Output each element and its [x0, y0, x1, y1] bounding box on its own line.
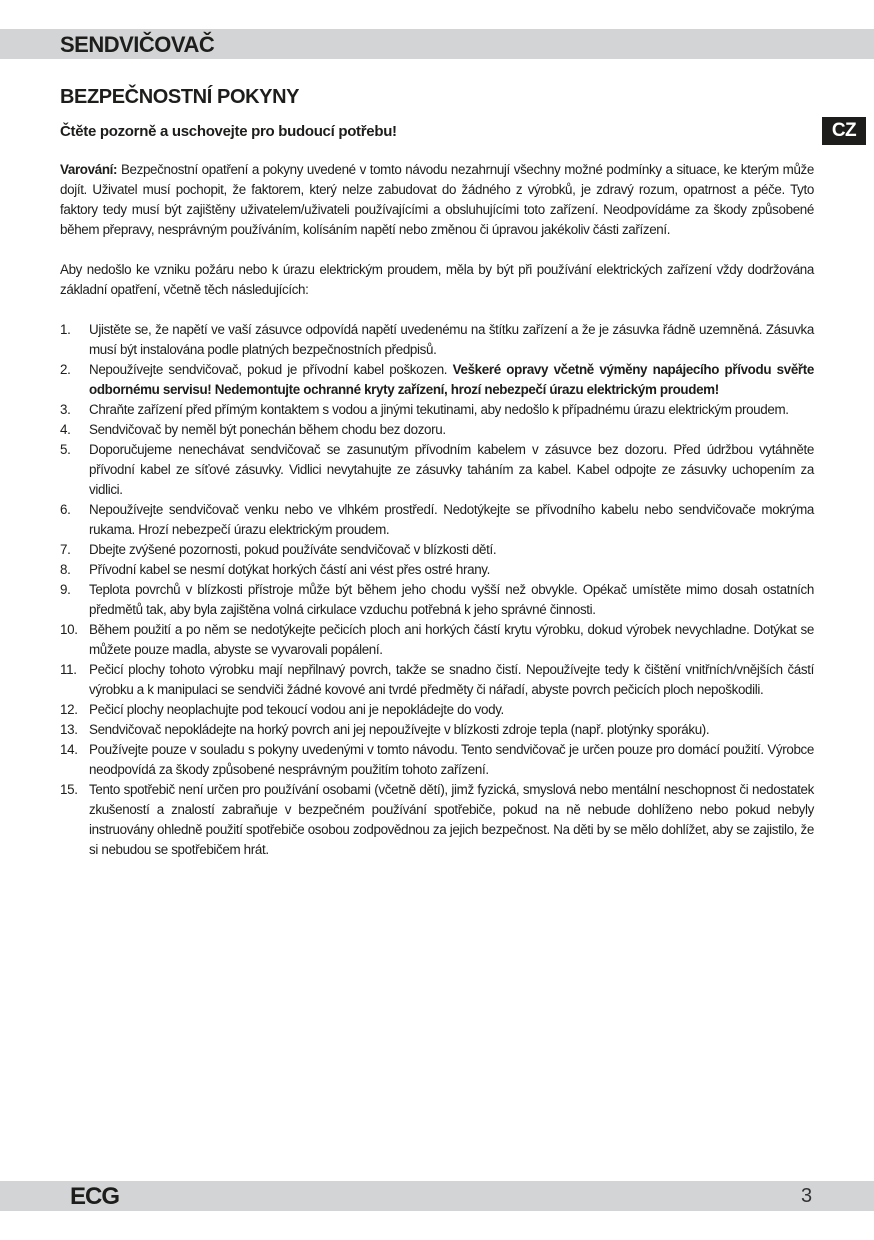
list-item — [60, 500, 814, 540]
list-item — [60, 580, 814, 620]
item-number: 4. — [60, 422, 71, 437]
section-subheading: Čtěte pozorně a uschovejte pro budoucí potřebu! — [60, 123, 397, 140]
item-text: Pečicí plochy tohoto výrobku mají nepřilnavý povrch, takže se snadno čistí. Nepoužívejte tedy k čištění vnitřních/vnějších částí výrobku a k manipulaci se sendviči žádné kovové ani tvrdé předměty či nářadí, abyste povrch pečicích ploch nepoškodili. — [89, 662, 814, 697]
warning-text: Bezpečnostní opatření a pokyny uvedené v tomto návodu nezahrnují všechny možné podmínky a situace, ke kterým může dojít. Uživatel musí pochopit, že faktorem, který nelze zabudovat do žádného z výrobků, je zdravý rozum, opatrnost a péče. Tyto faktory tedy musí být zajištěny uživatelem/uživateli používajícími a obsluhujícími toto zařízení. Neodpovídáme za škody způsobené během přepravy, nesprávným používáním, kolísáním napětí nebo změnou či úpravou jakékoliv části zařízení. — [60, 162, 814, 237]
item-text: Pečicí plochy neoplachujte pod tekoucí vodou ani je nepokládejte do vody. — [89, 702, 504, 717]
item-text: Přívodní kabel se nesmí dotýkat horkých částí ani vést přes ostré hrany. — [89, 562, 491, 577]
item-number: 7. — [60, 542, 71, 557]
item-number: 1. — [60, 322, 71, 337]
language-tab: CZ — [822, 117, 866, 145]
item-text: Dbejte zvýšené pozornosti, pokud používáte sendvičovač v blízkosti dětí. — [89, 542, 497, 557]
item-number: 13. — [60, 722, 78, 737]
item-number: 5. — [60, 442, 71, 457]
brand-logo: ECG — [70, 1183, 120, 1210]
footer-band — [0, 1181, 874, 1211]
list-item — [60, 320, 814, 360]
list-item — [60, 740, 814, 780]
item-text: Během použití a po něm se nedotýkejte pečicích ploch ani horkých částí krytu výrobku, dokud výrobek nevychladne. Dotýkat se můžete pouze madla, abyste se vyvarovali popálení. — [89, 622, 814, 657]
item-text: Nepoužívejte sendvičovač venku nebo ve vlhkém prostředí. Nedotýkejte se přívodního kabelu nebo sendvičovače mokrýma rukama. Hrozí nebezpečí úrazu elektrickým proudem. — [89, 502, 814, 537]
list-item — [60, 720, 814, 740]
item-number: 11. — [60, 662, 77, 677]
list-item — [60, 660, 814, 700]
list-item — [60, 700, 814, 720]
page-number: 3 — [801, 1185, 813, 1207]
safety-list — [60, 320, 814, 860]
intro-paragraph: Aby nedošlo ke vzniku požáru nebo k úrazu elektrickým proudem, měla by být při používání elektrických zařízení vždy dodržována základní opatření, včetně těch následujících: — [60, 262, 814, 297]
item-number: 14. — [60, 742, 78, 757]
item-number: 3. — [60, 402, 71, 417]
item-number: 8. — [60, 562, 71, 577]
item-number: 12. — [60, 702, 78, 717]
document-title: SENDVIČOVAČ — [60, 32, 215, 57]
list-item — [60, 540, 814, 560]
item-text: Sendvičovač by neměl být ponechán během chodu bez dozoru. — [89, 422, 446, 437]
list-item — [60, 560, 814, 580]
item-number: 15. — [60, 782, 78, 797]
section-heading: BEZPEČNOSTNÍ POKYNY — [60, 86, 300, 108]
item-text: Používejte pouze v souladu s pokyny uvedenými v tomto návodu. Tento sendvičovač je určen pouze pro domácí použití. Výrobce neodpovídá za škody způsobené nesprávným použitím tohoto zařízení. — [89, 742, 814, 777]
list-item — [60, 440, 814, 500]
list-item — [60, 420, 814, 440]
list-item — [60, 780, 814, 860]
document-body — [60, 160, 814, 860]
list-item — [60, 620, 814, 660]
item-text: Doporučujeme nenechávat sendvičovač se zasunutým přívodním kabelem v zásuvce bez dozoru. Před údržbou vytáhněte přívodní kabel ze síťové zásuvky. Vidlici nevytahujte ze zásuvky taháním za kabel. Kabel odpojte ze zásuvky uchopením za vidlici. — [89, 442, 814, 497]
item-number: 9. — [60, 582, 71, 597]
warning-label: Varování: — [60, 162, 118, 177]
list-item — [60, 400, 814, 420]
item-text: Teplota povrchů v blízkosti přístroje může být během jeho chodu vyšší než obvykle. Opékač umístěte mimo dosah ostatních předmětů tak, aby byla zajištěna volná cirkulace vzduchu potřebná k jeho správné činnosti. — [89, 582, 814, 617]
item-text: Nepoužívejte sendvičovač, pokud je přívodní kabel poškozen. — [89, 362, 453, 377]
item-bold-text: Veškeré opravy včetně výměny napájecího přívodu svěřte odbornému servisu! Nedemontujte ochranné kryty zařízení, hrozí nebezpečí úrazu elektrickým proudem! — [89, 362, 814, 397]
item-number: 2. — [60, 362, 71, 377]
item-number: 10. — [60, 622, 78, 637]
item-text: Ujistěte se, že napětí ve vaší zásuvce odpovídá napětí uvedenému na štítku zařízení a že je zásuvka řádně uzemněná. Zásuvka musí být instalována podle platných bezpečnostních předpisů. — [89, 322, 814, 357]
item-text: Tento spotřebič není určen pro používání osobami (včetně dětí), jimž fyzická, smyslová nebo mentální neschopnost či nedostatek zkušeností a znalostí zabraňuje v bezpečném používání spotřebiče, pokud na ně nebude dohlíženo nebo pokud nebyly instruovány ohledně použití spotřebiče osobou zodpovědnou za jejich bezpečnost. Na děti by se mělo dohlížet, aby se zajistilo, že si nebudou se spotřebičem hrát. — [89, 782, 814, 857]
list-item — [60, 360, 814, 400]
item-text: Chraňte zařízení před přímým kontaktem s vodou a jinými tekutinami, aby nedošlo k případnému úrazu elektrickým proudem. — [89, 402, 789, 417]
item-text: Sendvičovač nepokládejte na horký povrch ani jej nepoužívejte v blízkosti zdroje tepla (např. plotýnky sporáku). — [89, 722, 710, 737]
warning-paragraph — [60, 160, 814, 240]
item-number: 6. — [60, 502, 71, 517]
